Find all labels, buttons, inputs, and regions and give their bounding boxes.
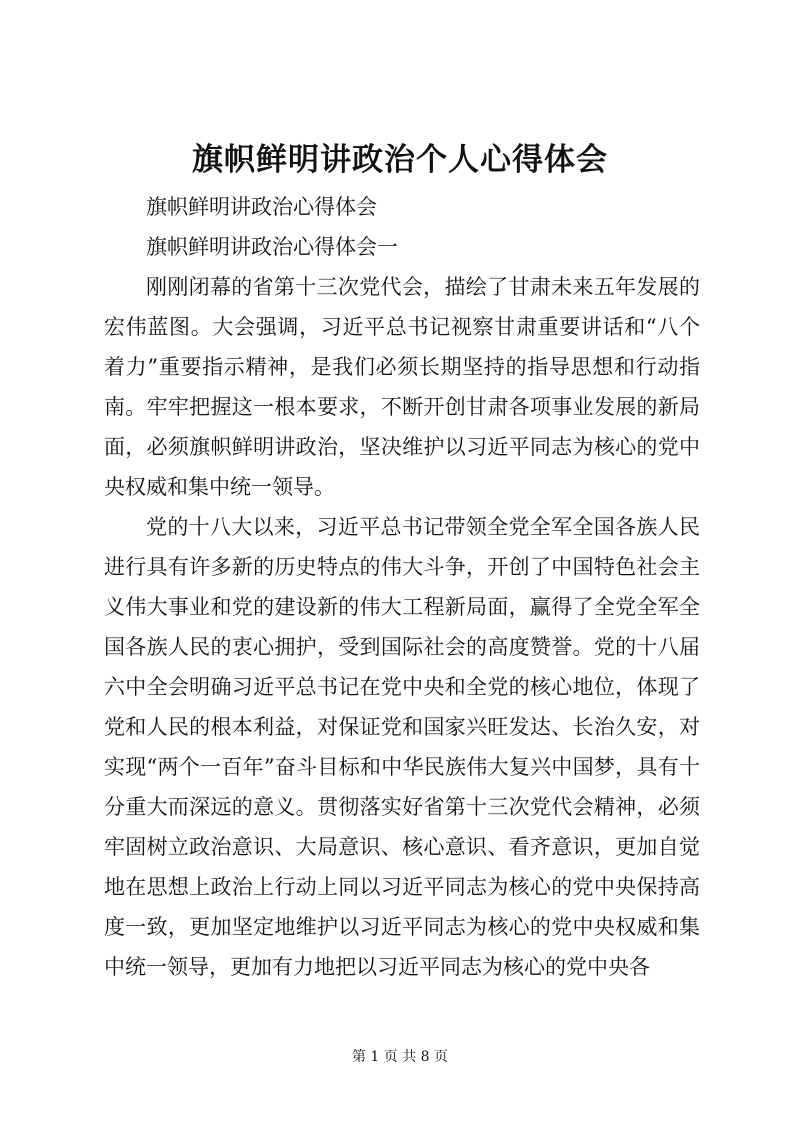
paragraph-body-1: 刚刚闭幕的省第十三次党代会，描绘了甘肃未来五年发展的宏伟蓝图。大会强调，习近平总书记视察甘肃重要讲话和“八个着力”重要指示精神，是我们必须长期坚持的指导思想和行动指南。牢牢把握这一根本要求，不断开创甘肃各项事业发展的新局面，必须旗帜鲜明讲政治，坚决维护以习近平同志为核心的党中央权威和集中统一领导。: [104, 275, 700, 499]
paragraph-body-2: 党的十八大以来，习近平总书记带领全党全军全国各族人民进行具有许多新的历史特点的伟大斗争，开创了中国特色社会主义伟大事业和党的建设新的伟大工程新局面，赢得了全党全军全国各族人民的衷心拥护，受到国际社会的高度赞誉。党的十八届六中全会明确习近平总书记在党中央和全党的核心地位，体现了党和人民的根本利益，对保证党和国家兴旺发达、长治久安，对实现“两个一百年”奋斗目标和中华民族伟大复兴中国梦，具有十分重大而深远的意义。贯彻落实好省第十三次党代会精神，必须牢固树立政治意识、大局意识、核心意识、看齐意识，更加自觉地在思想上政治上行动上同以习近平同志为核心的党中央保持高度一致，更加坚定地维护以习近平同志为核心的党中央权威和集中统一领导，更加有力地把以习近平同志为核心的党中央各: [104, 515, 700, 979]
page-number-footer: 第 1 页 共 8 页: [351, 1049, 449, 1065]
document-body: [104, 187, 700, 987]
paragraph-subtitle: 旗帜鲜明讲政治心得体会: [146, 195, 377, 219]
paragraph-section-heading: 旗帜鲜明讲政治心得体会一: [146, 235, 398, 259]
document-title: 旗帜鲜明讲政治个人心得体会: [192, 142, 608, 178]
